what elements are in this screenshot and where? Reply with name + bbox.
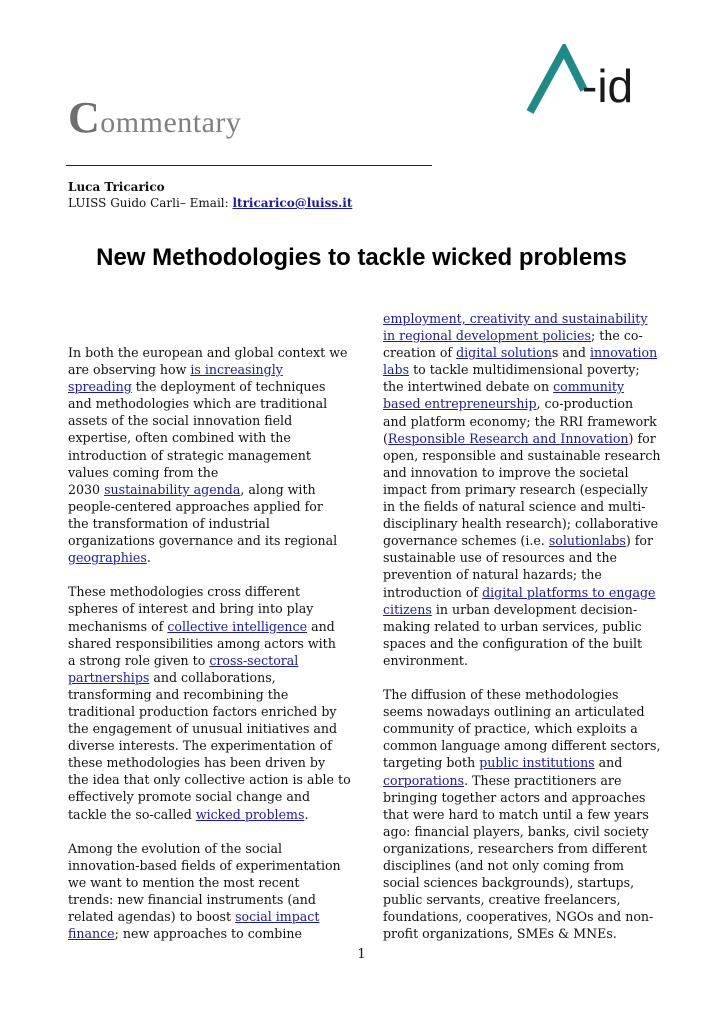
text-run: disciplines (and not only coming from — [383, 858, 624, 873]
article-title: New Methodologies to tackle wicked problems — [96, 244, 627, 271]
text-line — [68, 857, 344, 874]
text-line — [68, 618, 344, 635]
inline-link[interactable]: geographies — [68, 550, 147, 566]
text-line — [383, 703, 659, 720]
page-number: 1 — [357, 947, 366, 962]
text-run: , co-production — [536, 396, 634, 412]
inline-link[interactable]: employment, creativity and sustainability — [383, 311, 648, 326]
text-line — [68, 703, 344, 720]
text-run: ) for — [628, 430, 656, 446]
text-run: foundations, cooperatives, NGOs and non- — [383, 909, 654, 925]
text-run: . — [304, 806, 309, 822]
inline-link[interactable]: based entrepreneurship — [383, 396, 537, 412]
text-run: that were hard to match until a few years — [383, 806, 649, 822]
section-heading — [68, 92, 241, 143]
text-line — [68, 874, 344, 891]
text-line — [68, 600, 344, 617]
text-line — [383, 737, 659, 754]
text-run: we want to mention the most recent — [68, 874, 300, 890]
text-line — [383, 344, 659, 361]
text-run: disciplinary health research); collaborative — [383, 516, 659, 532]
text-run: the deployment of techniques — [131, 379, 326, 395]
author-email-link[interactable]: ltricarico@luiss.it — [232, 196, 353, 210]
text-run: profit organizations, SMEs & MNEs. — [383, 926, 617, 942]
text-line — [68, 754, 344, 771]
text-run: These methodologies cross different — [68, 584, 301, 600]
text-line — [383, 481, 659, 498]
inline-link[interactable]: public institutions — [479, 755, 595, 771]
author-affiliation: LUISS Guido Carli– Email: — [68, 196, 233, 210]
text-run: environment. — [383, 652, 468, 668]
inline-link[interactable]: corporations — [383, 772, 465, 788]
text-run: public servants, creative freelancers, — [383, 892, 621, 908]
inline-link[interactable]: Responsible Research and Innovation — [387, 430, 629, 446]
text-run: the transformation of industrial — [68, 515, 270, 531]
text-run: and — [307, 618, 335, 634]
text-line — [383, 584, 659, 601]
paragraph-gap — [68, 566, 344, 583]
text-run: these methodologies has been driven by — [68, 755, 326, 771]
text-run: and collaborations, — [149, 669, 276, 685]
text-line — [68, 686, 344, 703]
text-run: expertise, often combined with the — [68, 430, 291, 446]
text-run: In both the european and global context we — [68, 345, 348, 360]
text-line — [383, 549, 659, 566]
text-run: and methodologies which are traditional — [68, 396, 328, 412]
text-line — [383, 515, 659, 532]
text-run: organizations governance and its regional — [68, 533, 338, 549]
inline-link[interactable]: community — [553, 379, 625, 395]
logo-text: -id — [582, 60, 634, 112]
text-run: common language among different sectors, — [383, 738, 661, 754]
text-line — [383, 618, 659, 635]
text-run: creation of — [383, 345, 457, 361]
text-run: . — [146, 550, 151, 566]
left-column — [68, 344, 351, 942]
text-line — [383, 806, 659, 823]
text-run: innovation-based fields of experimentation — [68, 857, 341, 873]
text-run: open, responsible and sustainable research — [383, 447, 661, 463]
inline-link[interactable]: solutionlabs — [548, 533, 626, 549]
text-run: ( — [383, 430, 388, 446]
text-line — [68, 344, 348, 361]
author-affiliation-line — [68, 195, 352, 211]
text-line — [383, 566, 659, 583]
paragraph-gap — [68, 823, 344, 840]
logo-lambda-shape — [530, 50, 584, 112]
author-name: Luca Tricarico — [68, 180, 165, 194]
text-line — [383, 789, 659, 806]
text-line — [383, 447, 659, 464]
text-run: and — [594, 755, 623, 771]
text-line — [68, 412, 344, 429]
text-line — [68, 498, 344, 515]
text-line — [68, 515, 344, 532]
text-line — [383, 857, 659, 874]
text-line — [68, 549, 344, 566]
text-run: Among the evolution of the social — [68, 840, 283, 856]
text-run: to tackle multidimensional poverty; — [409, 362, 640, 378]
text-run: values coming from the — [68, 464, 219, 480]
text-run: the engagement of unusual initiatives and — [68, 721, 338, 737]
text-run: making related to urban services, public — [383, 618, 642, 634]
text-line — [68, 891, 344, 908]
text-run: targeting both — [383, 755, 480, 771]
a-id-logo — [524, 44, 660, 120]
text-run: transforming and recombining the — [68, 686, 289, 702]
text-line — [68, 447, 344, 464]
text-run: prevention of natural hazards; the — [383, 567, 602, 583]
text-run: introduction of strategic management — [68, 447, 311, 463]
text-run: the intertwined debate on — [383, 379, 554, 395]
inline-link[interactable]: wicked problems — [195, 806, 305, 822]
section-heading-rest: ommentary — [100, 106, 242, 139]
text-line — [68, 788, 344, 805]
text-run: 2030 — [68, 481, 105, 497]
text-line — [383, 925, 659, 942]
text-line — [68, 908, 344, 925]
text-line — [68, 840, 344, 857]
text-line — [383, 652, 659, 669]
text-line — [68, 378, 344, 395]
author-block — [68, 179, 352, 211]
text-line — [68, 583, 344, 600]
text-line — [383, 720, 659, 737]
text-line — [383, 378, 659, 395]
text-run: are observing how — [68, 362, 191, 378]
inline-link[interactable]: digital platforms to engage — [482, 584, 656, 600]
text-line — [68, 652, 344, 669]
text-line — [68, 771, 351, 788]
inline-link[interactable]: spreading — [68, 379, 132, 395]
text-run: assets of the social innovation field — [68, 413, 293, 429]
text-line — [68, 395, 344, 412]
text-line — [383, 840, 659, 857]
text-run: the idea that only collective action is able to — [68, 772, 351, 788]
section-heading-initial: C — [68, 93, 101, 142]
text-run: community of practice, which exploits a — [383, 721, 638, 737]
text-line — [68, 532, 344, 549]
text-line — [383, 464, 659, 481]
text-line — [383, 686, 659, 703]
text-run: in the fields of natural science and multi- — [383, 499, 646, 515]
inline-link[interactable]: in regional development policies — [383, 328, 591, 344]
inline-link[interactable]: citizens — [383, 601, 432, 617]
text-run: shared responsibilities among actors with — [68, 635, 336, 651]
text-line — [383, 823, 659, 840]
text-line — [383, 310, 659, 327]
text-line — [68, 737, 344, 754]
text-line — [68, 669, 344, 686]
text-run: organizations, researchers from different — [383, 840, 648, 856]
text-run: ; the co- — [590, 328, 643, 344]
text-run: impact from primary research (especially — [383, 481, 648, 497]
text-run: governance schemes (i.e. — [383, 533, 549, 549]
inline-link[interactable]: collective intelligence — [167, 618, 308, 634]
text-line — [68, 806, 344, 823]
inline-link[interactable]: partnerships — [68, 669, 150, 685]
text-run: bringing together actors and approaches — [383, 789, 646, 805]
paragraph-gap — [383, 669, 659, 686]
text-run: spaces and the configuration of the built — [383, 635, 643, 651]
text-run: people-centered approaches applied for — [68, 498, 323, 514]
text-run: and innovation to improve the societal — [383, 464, 629, 480]
text-run: a strong role given to — [68, 652, 210, 668]
text-run: social sciences backgrounds), startups, — [383, 875, 635, 891]
text-line — [383, 532, 659, 549]
text-run: The diffusion of these methodologies — [383, 687, 619, 703]
inline-link[interactable]: social impact — [235, 909, 320, 925]
text-line — [383, 772, 659, 789]
text-run: sustainable use of resources and the — [383, 550, 618, 566]
inline-link[interactable]: digital solution — [456, 345, 552, 361]
text-line — [68, 464, 344, 481]
text-run: seems nowadays outlining an articulated — [383, 704, 645, 720]
text-run: . These practitioners are — [464, 772, 622, 788]
text-line — [383, 874, 659, 891]
inline-link[interactable]: innovation — [589, 345, 658, 361]
text-run: related agendas) to boost — [68, 909, 236, 925]
text-run: ) for — [625, 533, 654, 549]
text-line — [383, 754, 659, 771]
inline-link[interactable]: sustainability agenda — [104, 481, 241, 497]
text-run: spheres of interest and bring into play — [68, 601, 314, 617]
text-line — [68, 481, 344, 498]
text-run: in urban development decision- — [431, 601, 638, 617]
text-line — [383, 498, 659, 515]
text-run: ago: financial players, banks, civil society — [383, 823, 649, 839]
text-line — [383, 891, 659, 908]
right-column — [383, 310, 659, 942]
text-line — [383, 413, 659, 430]
text-line — [68, 925, 344, 942]
text-run: tackle the so-called — [68, 806, 196, 822]
inline-link[interactable]: cross-sectoral — [209, 652, 299, 668]
text-line — [383, 908, 659, 925]
text-run: , along with — [240, 481, 316, 497]
header-divider — [66, 165, 432, 166]
text-run: introduction of — [383, 584, 483, 600]
text-line — [68, 361, 344, 378]
text-run: ; new approaches to combine — [114, 926, 302, 942]
text-run: and platform economy; the RRI framework — [383, 413, 657, 429]
text-run: mechanisms of — [68, 618, 168, 634]
text-run: trends: new financial instruments (and — [68, 892, 316, 907]
text-line — [68, 720, 344, 737]
text-run: diverse interests. The experimentation of — [68, 738, 332, 754]
text-line — [383, 601, 659, 618]
text-run: s and — [551, 345, 590, 361]
text-line — [383, 327, 659, 344]
inline-link[interactable]: is increasingly — [190, 362, 283, 378]
inline-link[interactable]: labs — [383, 362, 410, 378]
text-run: effectively promote social change and — [68, 789, 311, 805]
text-line — [383, 430, 659, 447]
text-line — [383, 635, 659, 652]
inline-link[interactable]: finance — [68, 926, 115, 942]
text-line — [68, 635, 344, 652]
text-line — [383, 395, 659, 412]
text-run: traditional production factors enriched by — [68, 703, 337, 719]
text-line — [383, 361, 659, 378]
text-line — [68, 429, 344, 446]
